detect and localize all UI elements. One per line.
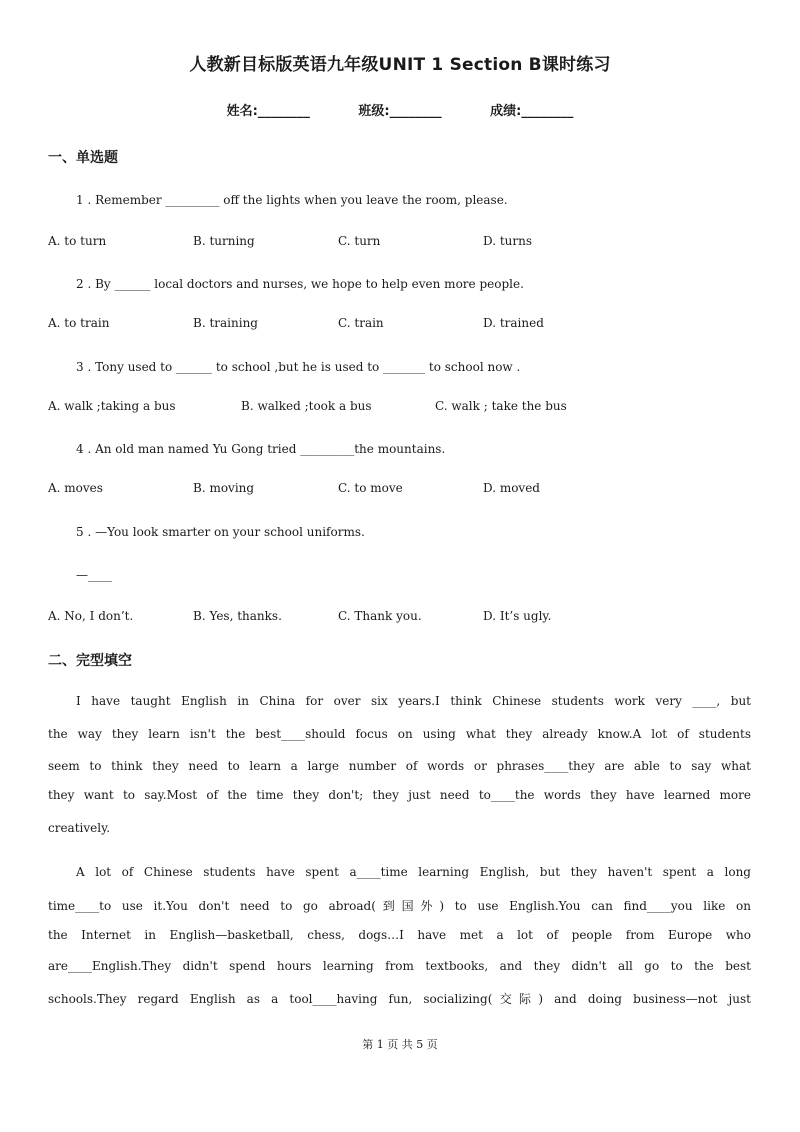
q3-option-c: C. walk ; take the bus [435,399,567,413]
q4-option-d: D. moved [483,481,540,495]
paragraph-1-line-1: I have taught English in China for over six years.I think Chinese students work very ____, but [76,694,751,708]
question-5-stem: 5 . —You look smarter on your school uniforms. [76,525,365,539]
q3-option-b: B. walked ;took a bus [241,399,372,413]
question-3-stem: 3 . Tony used to ______ to school ,but he is used to _______ to school now . [76,360,521,374]
name-field: 姓名:________ [226,104,310,119]
paragraph-1-line-5: creatively. [48,821,111,835]
q2-option-b: B. training [193,316,258,330]
question-1-options [48,234,532,248]
paragraph-2-line-5: schools.They regard English as a tool____having fun, socializing(交际) and doing business—not just [48,992,751,1006]
q5-option-d: D. It’s ugly. [483,609,552,623]
cloze-paragraph-1 [48,694,751,835]
paragraph-1-line-4: they want to say.Most of the time they don't; they just need to____the words they have learned more [48,788,751,802]
question-1-stem: 1 . Remember _________ off the lights when you leave the room, please. [76,193,508,207]
paragraph-2-line-2: time____to use it.You don't need to go abroad(到国外) to use English.You can find____you like on [48,899,751,913]
question-2-stem: 2 . By ______ local doctors and nurses, we hope to help even more people. [76,277,524,291]
q2-option-c: C. train [338,316,384,330]
q5-option-c: C. Thank you. [338,609,422,623]
question-2-options [48,316,544,330]
page-footer: 第 1 页 共 5 页 [362,1038,438,1051]
question-4-options [48,481,540,495]
q1-option-b: B. turning [193,234,255,248]
paragraph-1-line-2: the way they learn isn't the best____should focus on using what they already know.A lot of students [48,727,751,741]
question-5-answer-line: —____ [76,568,112,582]
q5-option-a: A. No, I don’t. [48,609,134,623]
question-5-options [48,609,551,623]
section-heading-cloze: 二、完型填空 [48,653,132,669]
student-info-row [0,100,800,119]
q2-option-d: D. trained [483,316,544,330]
q4-option-a: A. moves [48,481,103,495]
paragraph-1-line-3: seem to think they need to learn a large number of words or phrases____they are able to say what [48,759,751,773]
section-heading-single-choice: 一、单选题 [48,150,118,166]
q2-option-a: A. to train [48,316,110,330]
score-field: 成绩:________ [490,104,574,119]
q5-option-b: B. Yes, thanks. [193,609,282,623]
q4-option-b: B. moving [193,481,255,495]
paragraph-2-line-4: are____English.They didn't spend hours learning from textbooks, and they didn't all go to the best [48,959,751,973]
question-3-options [48,399,567,413]
paragraph-2-line-3: the Internet in English—basketball, chess, dogs…I have met a lot of people from Europe who [48,928,751,942]
class-field: 班级:________ [358,104,442,119]
q4-option-c: C. to move [338,481,403,495]
paragraph-2-line-1: A lot of Chinese students have spent a____time learning English, but they haven't spent a long [76,865,751,879]
question-4-stem: 4 . An old man named Yu Gong tried _________the mountains. [76,442,446,456]
q1-option-d: D. turns [483,234,532,248]
q1-option-a: A. to turn [48,234,107,248]
cloze-paragraph-2 [48,865,751,1007]
q1-option-c: C. turn [338,234,381,248]
page-title: 人教新目标版英语九年级UNIT 1 Section B课时练习 [189,55,611,75]
q3-option-a: A. walk ;taking a bus [48,399,176,413]
